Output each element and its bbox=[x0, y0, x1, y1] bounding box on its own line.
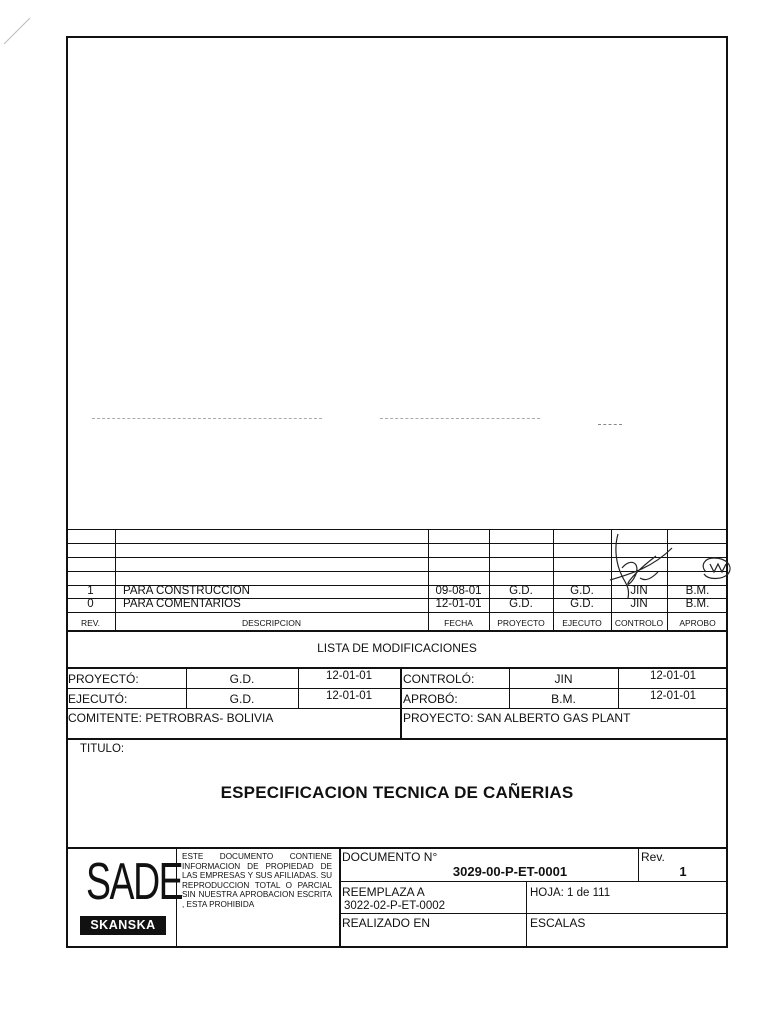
date-cell: 12-01-01 bbox=[435, 598, 482, 610]
header-controlo: CONTROLO bbox=[614, 618, 664, 628]
project-name: PROYECTO: SAN ALBERTO GAS PLANT bbox=[403, 711, 631, 725]
page-frame bbox=[66, 36, 728, 948]
rev-value: 1 bbox=[679, 864, 687, 879]
logo-sub: SKANSKA bbox=[90, 918, 156, 932]
ejecuto-cell: G.D. bbox=[570, 585, 594, 597]
titulo-label: TITULO: bbox=[80, 743, 125, 755]
modifications-caption: LISTA DE MODIFICACIONES bbox=[317, 641, 477, 655]
confidentiality-notice: ESTE DOCUMENTO CONTIENE INFORMACION DE PROPIEDAD DE LAS EMPRESAS Y SUS AFILIADAS. SU REPRODUCCION TOTAL O PARCIAL SIN NUESTRA APROBACION ESCRITA , ESTA PROHIBIDA bbox=[182, 852, 332, 909]
controlo-date: 12-01-01 bbox=[649, 670, 697, 682]
aprobo-label: APROBÓ: bbox=[403, 692, 458, 706]
aprobo-cell: B.M. bbox=[685, 585, 710, 597]
description-cell: PARA CONSTRUCCION bbox=[123, 585, 250, 597]
comitente: COMITENTE: PETROBRAS- BOLIVIA bbox=[68, 711, 274, 725]
ejecuto-label: EJECUTÓ: bbox=[68, 692, 128, 706]
aprobo-cell: B.M. bbox=[685, 598, 710, 610]
proyecto-cell: G.D. bbox=[509, 585, 533, 597]
ejecuto-cell: G.D. bbox=[570, 598, 594, 610]
rev-label: Rev. bbox=[641, 850, 665, 864]
scan-artifact bbox=[92, 418, 322, 419]
header-rev: REV. bbox=[80, 618, 101, 628]
proyecto-date: 12-01-01 bbox=[325, 670, 373, 682]
aprobo-name: B.M. bbox=[551, 692, 576, 706]
rev-cell: 0 bbox=[87, 598, 94, 610]
proyecto-name: G.D. bbox=[229, 672, 255, 686]
proyecto-label: PROYECTÓ: bbox=[68, 672, 139, 686]
reemplaza-label: REEMPLAZA A bbox=[342, 885, 425, 899]
header-fecha: FECHA bbox=[444, 618, 473, 628]
controlo-cell: JIN bbox=[630, 585, 648, 597]
ejecuto-date: 12-01-01 bbox=[325, 690, 373, 702]
header-proyecto: PROYECTO bbox=[497, 618, 545, 628]
header-ejecuto: EJECUTO bbox=[562, 618, 602, 628]
document-title: ESPECIFICACION TECNICA DE CAÑERIAS bbox=[220, 783, 574, 802]
reemplaza-value: 3022-02-P-ET-0002 bbox=[344, 900, 446, 912]
controlo-cell: JIN bbox=[630, 598, 648, 610]
rev-cell: 1 bbox=[87, 585, 94, 597]
corner-mark bbox=[0, 0, 40, 50]
realizado-label: REALIZADO EN bbox=[342, 916, 431, 930]
controlo-label: CONTROLÓ: bbox=[403, 672, 475, 686]
ejecuto-name: G.D. bbox=[229, 692, 255, 706]
controlo-name: JIN bbox=[554, 672, 573, 686]
document-number: 3029-00-P-ET-0001 bbox=[452, 864, 568, 879]
header-aprobo: APROBO bbox=[679, 618, 716, 628]
document-number-label: DOCUMENTO N° bbox=[342, 850, 438, 864]
header-descripcion: DESCRIPCION bbox=[241, 618, 302, 628]
sheet-count: HOJA: 1 de 111 bbox=[530, 887, 611, 899]
escalas-label: ESCALAS bbox=[530, 916, 586, 930]
signatures bbox=[600, 528, 740, 612]
aprobo-date: 12-01-01 bbox=[649, 690, 697, 702]
description-cell: PARA COMENTARIOS bbox=[123, 598, 241, 610]
date-cell: 09-08-01 bbox=[435, 585, 482, 597]
logo-brand: SADE bbox=[86, 853, 183, 911]
proyecto-cell: G.D. bbox=[509, 598, 533, 610]
scan-artifact bbox=[598, 424, 622, 425]
scan-artifact bbox=[380, 418, 540, 419]
